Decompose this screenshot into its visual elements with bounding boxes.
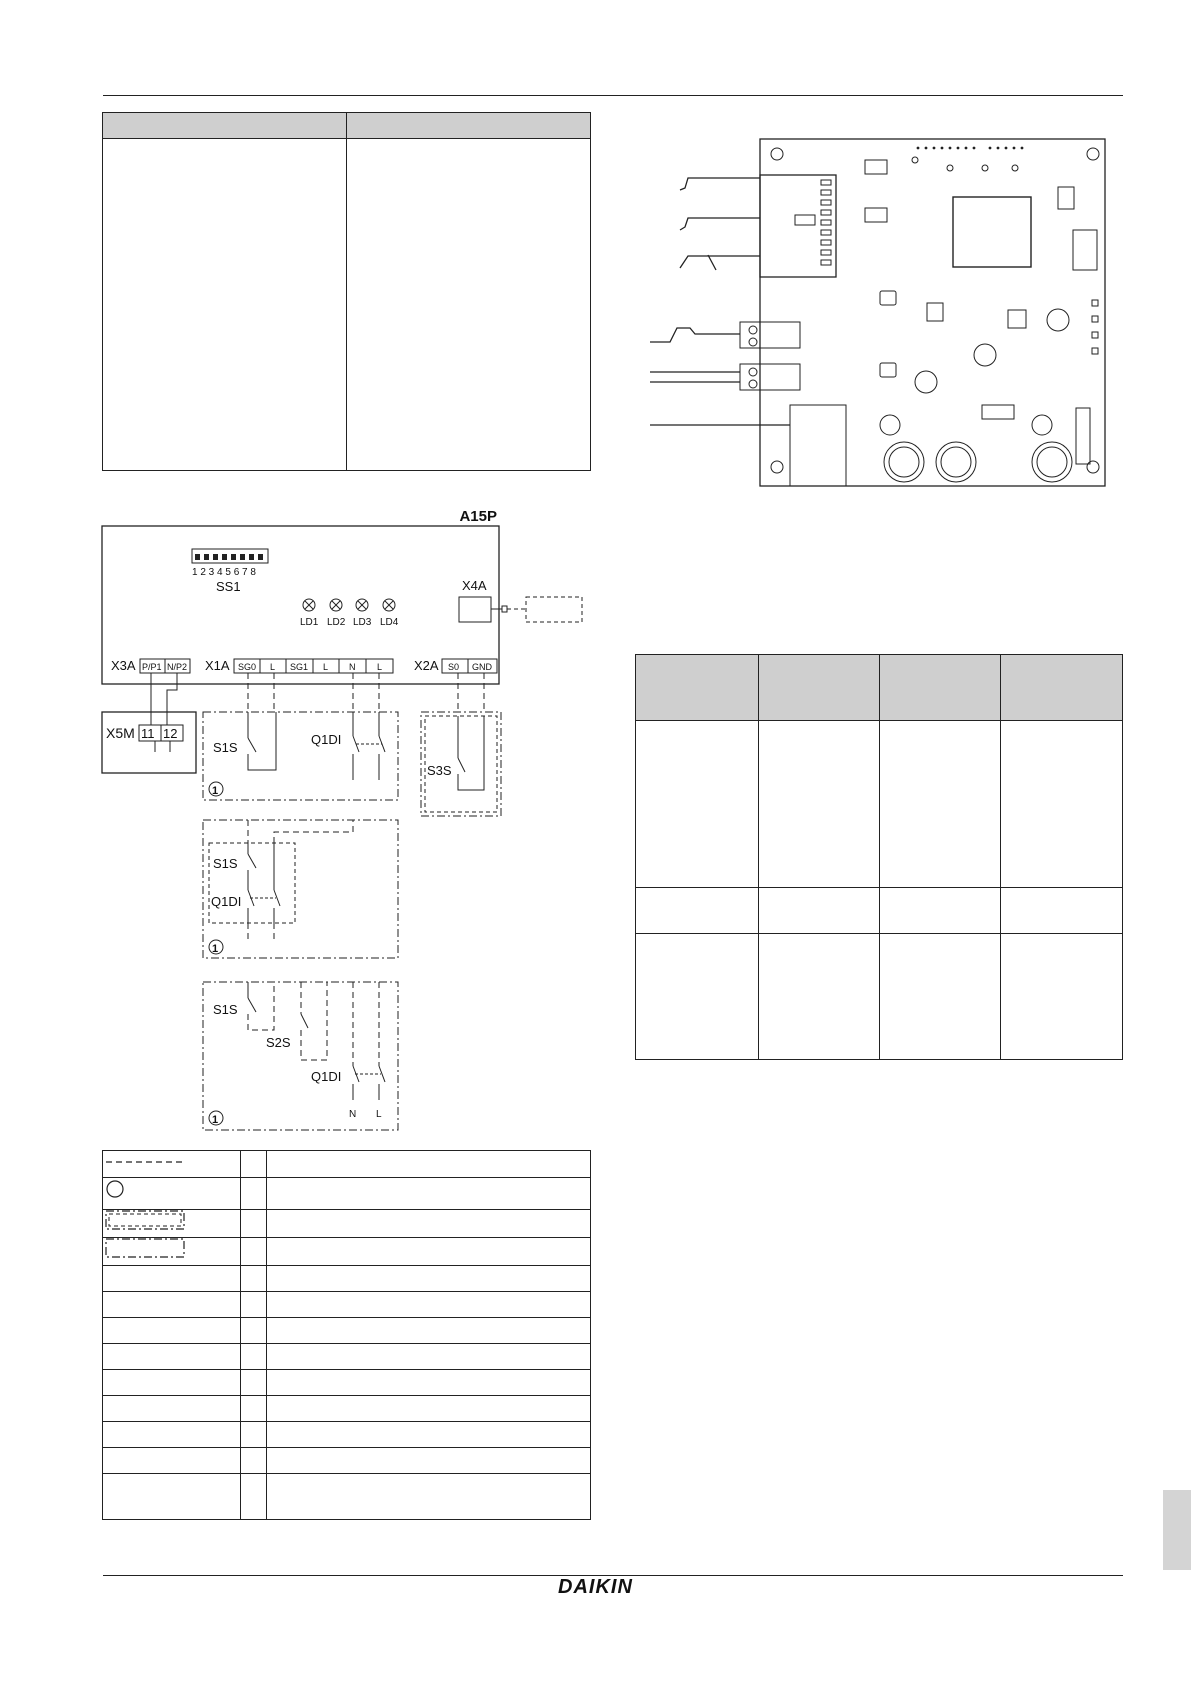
x2a-pin-2: GND bbox=[472, 662, 492, 672]
n-label: N bbox=[349, 1109, 357, 1120]
dip-switch-numbers: 1 2 3 4 5 6 7 8 bbox=[192, 567, 256, 578]
x1a-pin-6: L bbox=[377, 662, 383, 672]
s1s-label-2: S1S bbox=[213, 856, 238, 871]
dip-switch bbox=[192, 549, 268, 563]
x5m-label: X5M bbox=[106, 725, 135, 741]
section-tab bbox=[1163, 1490, 1191, 1570]
x5m-pin-11: 11 bbox=[141, 726, 155, 741]
s1s-label-1: S1S bbox=[213, 740, 238, 755]
l-label: L bbox=[376, 1109, 382, 1120]
s3s-label: S3S bbox=[427, 763, 452, 778]
x2a-label: X2A bbox=[414, 658, 439, 673]
led-label-4: LD4 bbox=[380, 617, 399, 628]
x1a-pin-5: N bbox=[349, 662, 356, 672]
x1a-label: X1A bbox=[205, 658, 230, 673]
board-name: A15P bbox=[459, 508, 497, 525]
field-marker-3: 1 bbox=[212, 1114, 219, 1126]
x1a-pin-4: L bbox=[323, 662, 329, 672]
led-icons bbox=[303, 599, 395, 611]
led-label-1: LD1 bbox=[300, 617, 319, 628]
led-label-3: LD3 bbox=[353, 617, 372, 628]
x5m-pin-12: 12 bbox=[163, 726, 178, 741]
x1a-pin-1: SG0 bbox=[238, 662, 257, 672]
x2a-pin-1: S0 bbox=[448, 662, 460, 672]
x4a-label: X4A bbox=[462, 578, 487, 593]
s2s-label: S2S bbox=[266, 1035, 291, 1050]
x1a-pin-3: SG1 bbox=[290, 662, 309, 672]
x3a-pin-2: N/P2 bbox=[167, 662, 188, 672]
led-label-2: LD2 bbox=[327, 617, 346, 628]
field-marker-1: 1 bbox=[212, 785, 219, 797]
field-marker-2: 1 bbox=[212, 943, 219, 955]
q1di-label-2: Q1DI bbox=[211, 894, 242, 909]
daikin-logo: DAIKIN bbox=[558, 1576, 633, 1598]
dip-switch-label: SS1 bbox=[216, 579, 241, 594]
q1di-label-1: Q1DI bbox=[311, 732, 342, 747]
x3a-label: X3A bbox=[111, 658, 136, 673]
x3a-pin-1: P/P1 bbox=[142, 662, 162, 672]
s1s-label-3: S1S bbox=[213, 1002, 238, 1017]
x1a-pin-2: L bbox=[270, 662, 276, 672]
q1di-label-3: Q1DI bbox=[311, 1069, 342, 1084]
